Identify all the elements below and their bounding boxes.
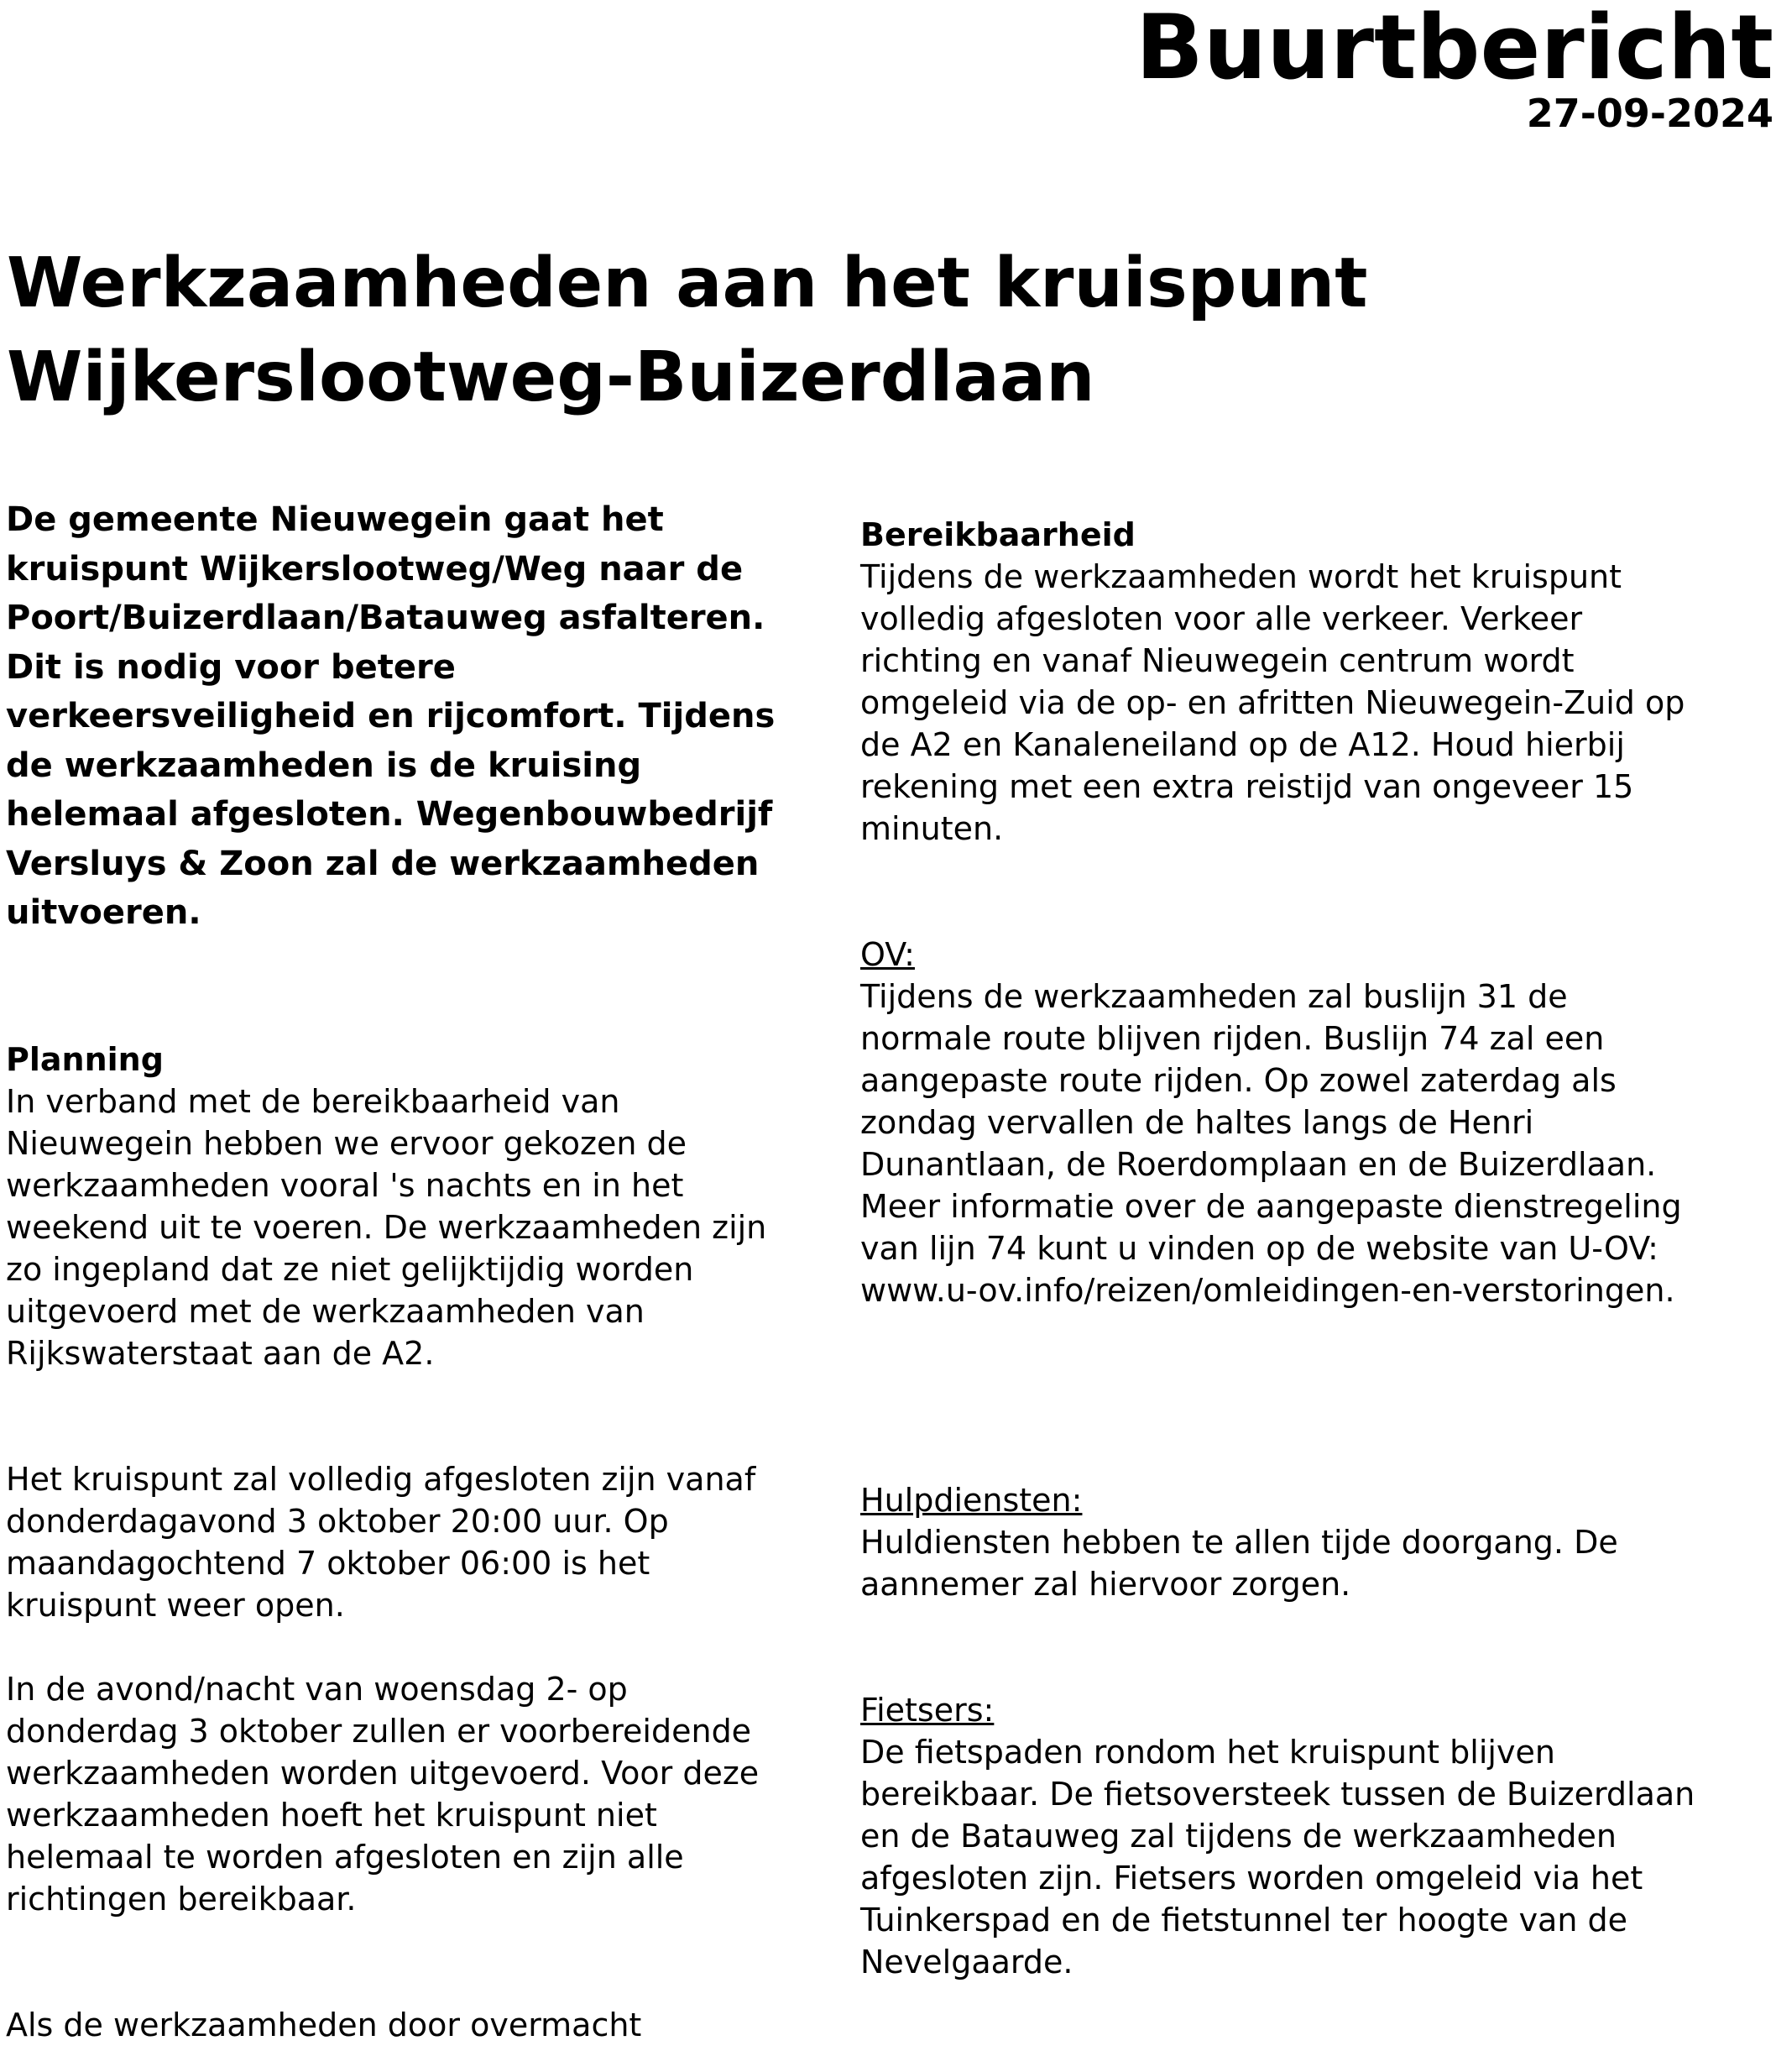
fietsers-section [860, 1689, 1708, 1983]
planning-text: In verband met de bereikbaarheid van Nieuwegein hebben we ervoor gekozen de werkzaamheden vooral 's nachts en in het weekend uit te voeren. De werkzaamheden zijn zo ingepland dat ze niet gelijktijdig worden uitgevoerd met de werkzaamheden van Rijkswaterstaat aan de A2. [6, 1083, 767, 1372]
document-date: 27-09-2024 [1526, 91, 1773, 136]
planning-heading: Planning [6, 1041, 164, 1078]
closure-text: Het kruispunt zal volledig afgesloten zijn vanaf donderdagavond 3 oktober 20:00 uur. Op maandagochtend 7 oktober 06:00 is het kruispunt weer open. [6, 1461, 756, 1624]
bereikbaarheid-text: Tijdens de werkzaamheden wordt het kruispunt volledig afgesloten voor alle verkeer. Verkeer richting en vanaf Nieuwegein centrum wordt omgeleid via de op- en afritten Nieuwegein-Zuid op de A2 en Kanaleneiland op de A12. Houd hierbij rekening met een extra reistijd van ongeveer 15 minuten. [860, 558, 1685, 847]
hulpdiensten-section [860, 1479, 1708, 1605]
fietsers-text: De fietspaden rondom het kruispunt blijven bereikbaar. De fietsoversteek tussen de Buizerdlaan en de Batauweg zal tijdens de werkzaamheden afgesloten zijn. Fietsers worden omgeleid via het Tuinkerspad en de fietstunnel ter hoogte van de Nevelgaarde. [860, 1734, 1695, 1980]
intro-paragraph: De gemeente Nieuwegein gaat het kruispunt Wijkerslootweg/Weg naar de Poort/Buizerdlaan/Batauweg asfalteren. Dit is nodig voor betere verkeersveiligheid en rijcomfort. Tijdens de werkzaamheden is de kruising helemaal afgesloten. Wegenbouwbedrijf Versluys & Zoon zal de werkzaamheden uitvoeren. [6, 500, 776, 932]
bereikbaarheid-heading: Bereikbaarheid [860, 516, 1136, 553]
bereikbaarheid-section [860, 514, 1708, 850]
document-type: Buurtbericht [1135, 0, 1773, 99]
ov-text: Tijdens de werkzaamheden zal buslijn 31 de normale route blijven rijden. Buslijn 74 zal een aangepaste route rijden. Op zowel zaterdag als zondag vervallen de haltes langs de Henri Dunantlaan, de Roerdomplaan en de Buizerdlaan. Meer informatie over de aangepaste dienstregeling van lijn 74 kunt u vinden op de website van U-OV: www.u-ov.info/reizen/omleidingen-en-verstoringen. [860, 978, 1682, 1309]
hulpdiensten-text: Huldiensten hebben te allen tijde doorgang. De aannemer zal hiervoor zorgen. [860, 1524, 1618, 1603]
fietsers-heading: Fietsers: [860, 1692, 995, 1729]
overmacht-text: Als de werkzaamheden door overmacht [6, 2007, 642, 2043]
ov-heading: OV: [860, 936, 915, 973]
ov-section [860, 934, 1708, 1311]
headline: Werkzaamheden aan het kruispunt Wijkerslootweg-Buizerdlaan [7, 243, 1368, 417]
planning-section [6, 1039, 791, 1374]
preparation-text: In de avond/nacht van woensdag 2- op donderdag 3 oktober zullen er voorbereidende werkzaamheden worden uitgevoerd. Voor deze werkzaamheden hoeft het kruispunt niet helemaal te worden afgesloten en zijn alle richtingen bereikbaar. [6, 1671, 760, 1918]
hulpdiensten-heading: Hulpdiensten: [860, 1482, 1083, 1519]
